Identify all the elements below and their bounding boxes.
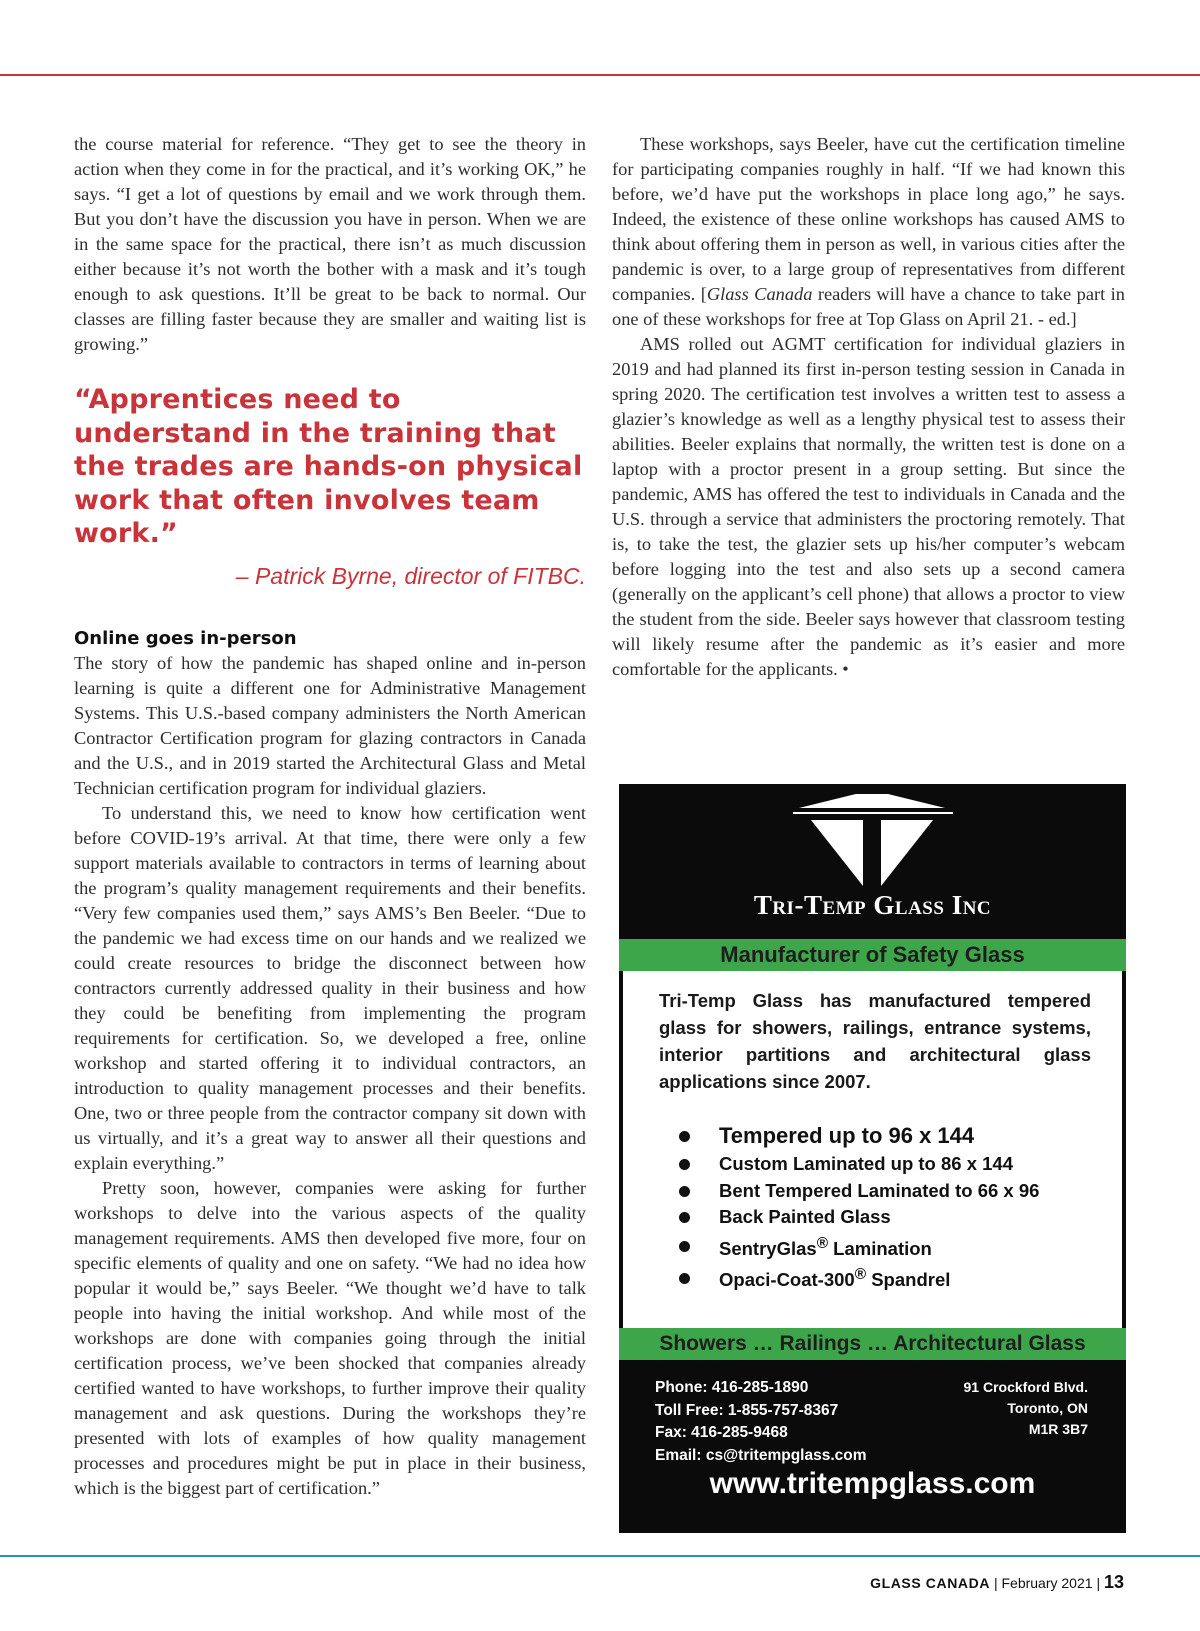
ad-phone: Phone: 416-285-1890	[655, 1379, 809, 1396]
ad-email: Email: cs@tritempglass.com	[655, 1446, 867, 1464]
ad-contact	[655, 1377, 895, 1467]
list-item: Bent Tempered Laminated to 66 x 96	[659, 1178, 1099, 1205]
bullet-icon	[679, 1273, 690, 1284]
ad-address: 91 Crockford Blvd. Toronto, ON M1R 3B7	[963, 1379, 1088, 1437]
page-number: 13	[1103, 1572, 1124, 1592]
bullet-icon	[679, 1159, 690, 1170]
paragraph: The story of how the pandemic has shaped online and in-person learning is quite a different one for Administrative Management Systems. This U.S.-based company administers the North American Contractor Certification program for glazing contractors in Canada and the U.S., and in 2019 started the Architectural Glass and Metal Technician certification program for individual glaziers.	[74, 652, 586, 798]
paragraph: To understand this, we need to know how certification went before COVID-19’s arrival. At that time, there were only a few support materials available to contractors in terms of learning about the program’s quality management requirements and their benefits. “Very few companies used them,” says AMS’s Ben Beeler. “Due to the pandemic we had excess time on our hands and we realized we could create resources to bridge the disconnect between how contractors currently addressed quality in their business and how they could be benefiting from implementing the program requirements for certification. So, we developed a free, online workshop and started offering it to individual contractors, an introduction to quality management processes and their benefits. One, two or three people from the contractor company sit down with us virtually, and it’s a great way to answer all their questions and explain everything.”	[74, 802, 586, 1173]
advertisement	[619, 784, 1126, 1533]
bullet-icon	[679, 1186, 690, 1197]
list-item: SentryGlas® Lamination	[659, 1231, 1099, 1263]
list-item: Custom Laminated up to 86 x 144	[659, 1151, 1099, 1178]
issue-date: February 2021	[1001, 1575, 1093, 1591]
paragraph: the course material for reference. “They get to see the theory in action when they come in for the practical, and it’s working OK,” he says. “I get a lot of questions by email and we work through them. But you don’t have the discussion you have in person. When we are in the same space for the practical, there isn’t as much discussion either because it’s not worth the bother with a mask and it’s tough enough to ask questions. It’ll be great to be back to normal. Our classes are filling faster because they are smaller and waiting list is growing.”	[74, 134, 586, 354]
product-list	[659, 1121, 1099, 1294]
paragraph: Pretty soon, however, companies were asking for further workshops to delve into the various aspects of the quality management requirements. AMS then developed five more, four on specific elements of quality and one on safety. “We had no idea how popular it would be,” says Beeler. “We thought we’d have to talk people into having the initial workshop. And while most of the workshops are done with companies going through the initial certification process, we’ve been shocked that companies already certified wanted to have workshops, to further improve their quality management and ask questions. During the workshops they’re presented with lots of examples of how quality management processes and procedures might be put in place in their business, which is the biggest part of certification.”	[74, 1177, 586, 1498]
bullet-icon	[679, 1131, 690, 1142]
bullet-icon	[679, 1212, 690, 1223]
ad-website: www.tritempglass.com	[709, 1467, 1036, 1500]
left-column	[74, 132, 586, 1501]
paragraph: These workshops, says Beeler, have cut the certification timeline for participating companies roughly in half. “If we had known this before, we’d have put the workshops in place long ago,” he says. Indeed, the existence of these online workshops has caused AMS to think about offering them in person as well, in various cities after the pandemic is over, to a large group of representatives from different companies. [Glass Canada readers will have a chance to take part in one of these workshops for free at Top Glass on April 21. - ed.]	[612, 134, 1125, 329]
bullet-icon	[679, 1241, 690, 1252]
tri-temp-logo-icon	[619, 794, 1126, 894]
bottom-rule	[0, 1555, 1200, 1557]
list-item: Opaci-Coat-300® Spandrel	[659, 1262, 1099, 1294]
right-column	[612, 132, 1125, 682]
page-footer: GLASS CANADA | February 2021 | 13	[870, 1572, 1124, 1592]
ad-toll-free: Toll Free: 1-855-757-8367	[655, 1401, 839, 1419]
ad-content-panel	[623, 971, 1122, 1328]
ad-company-name: Tri-Temp Glass Inc	[753, 890, 992, 920]
ad-banner: Showers … Railings … Architectural Glass	[619, 1328, 1126, 1360]
magazine-title-italic: Glass Canada	[706, 284, 813, 304]
paragraph: AMS rolled out AGMT certification for individual glaziers in 2019 and had planned its first in-person testing session in Canada in spring 2020. The certification test involves a written test to assess a glazier’s knowledge as well as a lengthy physical test to assess their abilities. Beeler explains that normally, the written test is done on a laptop with a proctor present in a group setting. But since the pandemic, AMS has offered the test to individuals in Canada and the U.S. through a service that administers the proctoring remotely. That is, to take the test, the glazier sets up his/her computer’s webcam before logging into the test and also sets up a second camera (generally on the applicant’s cell phone) that allows a proctor to view the student from the side. Beeler says however that classroom testing will likely resume after the pandemic as it’s easier and more comfortable for the applicants. •	[612, 334, 1125, 679]
pull-quote-attribution: – Patrick Byrne, director of FITBC.	[235, 562, 586, 589]
top-rule	[0, 74, 1200, 76]
ad-tagline: Manufacturer of Safety Glass	[619, 939, 1126, 971]
magazine-name: GLASS CANADA	[870, 1575, 991, 1591]
list-item: Tempered up to 96 x 144	[659, 1121, 1099, 1151]
section-subhead: Online goes in-person	[74, 627, 297, 649]
pull-quote: “Apprentices need to understand in the training that the trades are hands-on physical work that often involves team work.”	[74, 384, 583, 549]
list-item: Back Painted Glass	[659, 1204, 1099, 1231]
ad-description: Tri-Temp Glass has manufactured tempered glass for showers, railings, entrance systems, interior partitions and architectural glass applications since 2007.	[659, 990, 1091, 1092]
ad-fax: Fax: 416-285-9468	[655, 1424, 788, 1441]
